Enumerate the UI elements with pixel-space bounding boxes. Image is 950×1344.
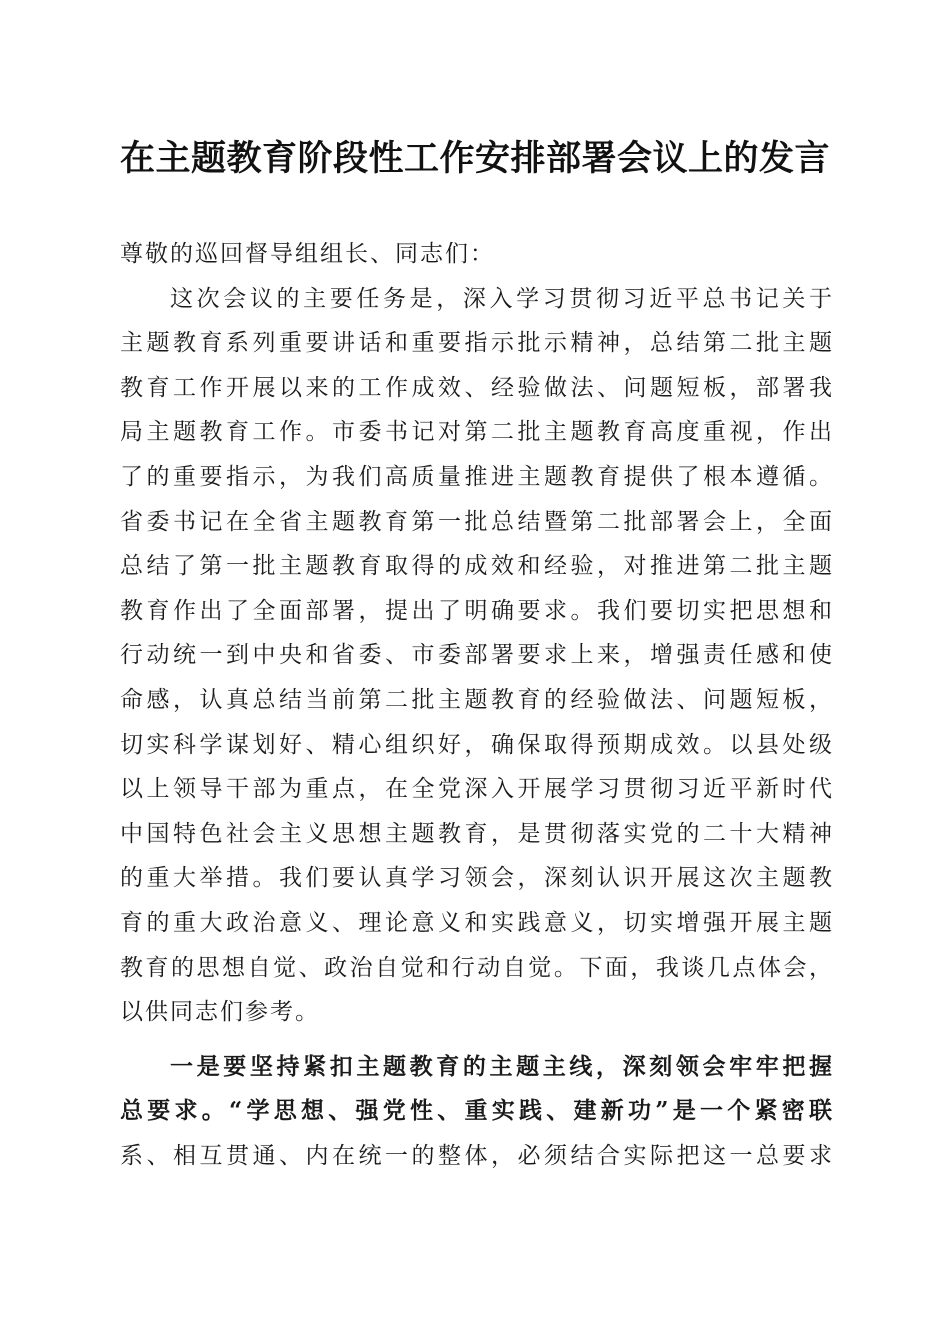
paragraph-line: 命感，认真总结当前第二批主题教育的经验做法、问题短板， xyxy=(120,686,832,713)
paragraph-line: 总结了第一批主题教育取得的成效和经验，对推进第二批主题 xyxy=(120,553,832,580)
paragraph-line: 一是要坚持紧扣主题教育的主题主线，深刻领会牢牢把握 xyxy=(170,1052,832,1080)
paragraph-line: 以供同志们参考。 xyxy=(120,999,320,1026)
paragraph-line: 行动统一到中央和省委、市委部署要求上来，增强责任感和使 xyxy=(120,642,832,669)
paragraph-line: 切实科学谋划好、精心组织好，确保取得预期成效。以县处级 xyxy=(120,731,832,758)
paragraph-line: 以上领导干部为重点，在全党深入开展学习贯彻习近平新时代 xyxy=(120,776,832,803)
paragraph-line: 中国特色社会主义思想主题教育，是贯彻落实党的二十大精神 xyxy=(120,820,832,847)
paragraph-line: 总要求。“学思想、强党性、重实践、建新功”是一个紧密联 xyxy=(120,1097,832,1125)
paragraph-line: 教育工作开展以来的工作成效、经验做法、问题短板，部署我 xyxy=(120,374,832,401)
salutation: 尊敬的巡回督导组组长、同志们： xyxy=(120,241,495,267)
paragraph-line: 的重大举措。我们要认真学习领会，深刻认识开展这次主题教 xyxy=(120,865,832,892)
paragraph-1 xyxy=(120,277,832,1035)
paragraph-line: 教育作出了全面部署，提出了明确要求。我们要切实把思想和 xyxy=(120,597,832,624)
paragraph-line: 局主题教育工作。市委书记对第二批主题教育高度重视，作出 xyxy=(120,419,832,446)
paragraph-line: 系、相互贯通、内在统一的整体，必须结合实际把这一总要求 xyxy=(120,1142,832,1169)
paragraph-line: 省委书记在全省主题教育第一批总结暨第二批部署会上，全面 xyxy=(120,508,832,535)
paragraph-line: 这次会议的主要任务是，深入学习贯彻习近平总书记关于 xyxy=(170,285,832,312)
paragraph-line: 教育的思想自觉、政治自觉和行动自觉。下面，我谈几点体会， xyxy=(120,954,832,981)
paragraph-2 xyxy=(120,1045,832,1179)
document-body xyxy=(120,232,832,1178)
paragraph-line: 育的重大政治意义、理论意义和实践意义，切实增强开展主题 xyxy=(120,909,832,936)
document-title: 在主题教育阶段性工作安排部署会议上的发言 xyxy=(119,138,830,179)
paragraph-gap xyxy=(120,1035,832,1045)
paragraph-line: 了的重要指示，为我们高质量推进主题教育提供了根本遵循。 xyxy=(120,463,832,490)
paragraph-line: 主题教育系列重要讲话和重要指示批示精神，总结第二批主题 xyxy=(120,330,832,357)
